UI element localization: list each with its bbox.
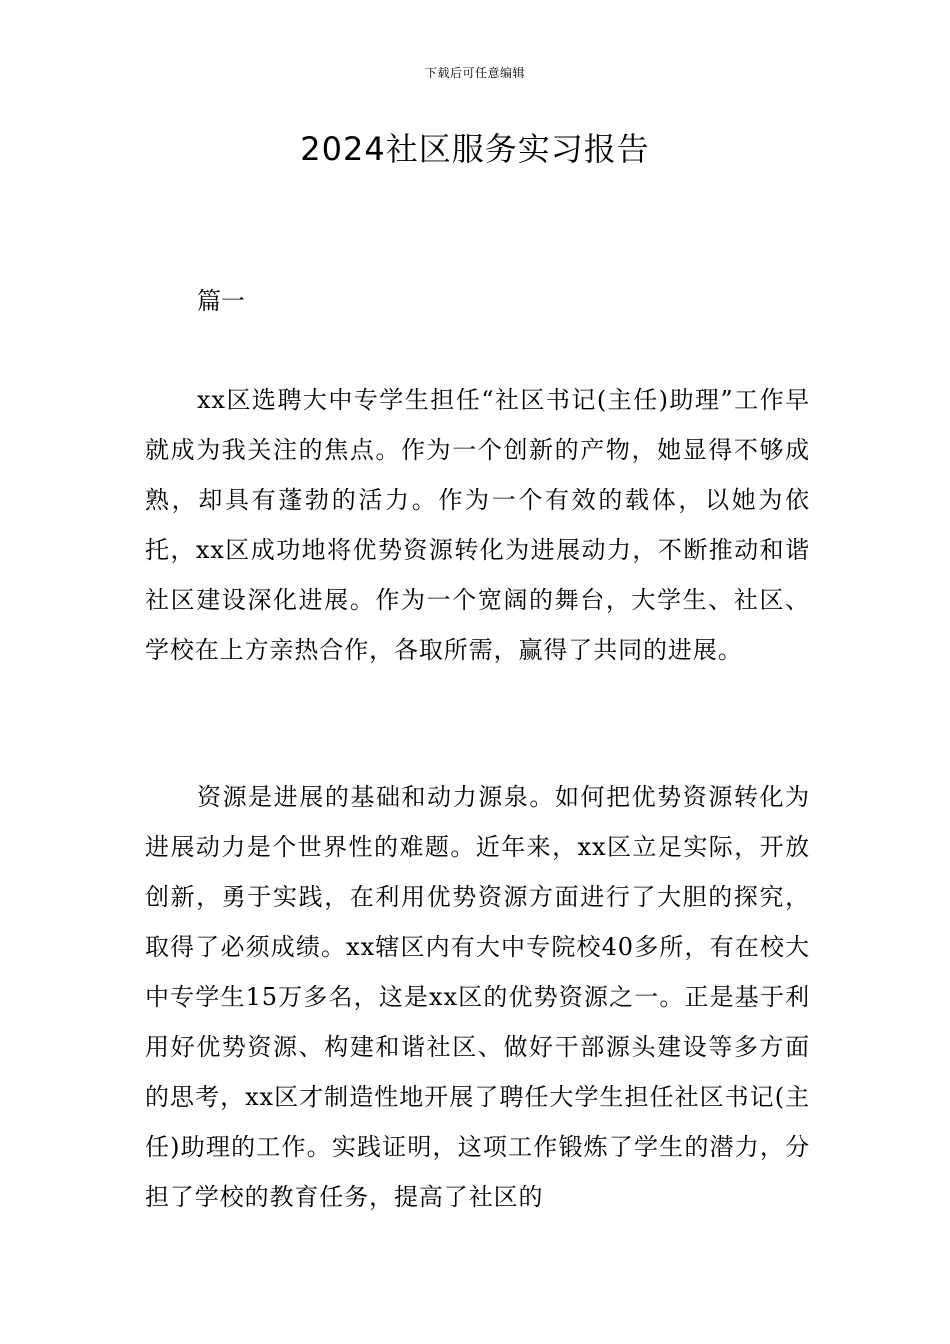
document-title: 2024社区服务实习报告: [300, 130, 650, 168]
paragraph-1: xx区选聘大中专学生担任“社区书记(主任)助理”工作早就成为我关注的焦点。作为一个创新的产物，她显得不够成熟，却具有蓬勃的活力。作为一个有效的载体，以她为依托，xx区成功地将优势资源转化为进展动力，不断推动和谐社区建设深化进展。作为一个宽阔的舞台，大学生、社区、学校在上方亲热合作，各取所需，赢得了共同的进展。: [145, 386, 810, 664]
paragraph-2: 资源是进展的基础和动力源泉。如何把优势资源转化为进展动力是个世界性的难题。近年来，xx区立足实际，开放创新，勇于实践，在利用优势资源方面进行了大胆的探究，取得了必须成绩。xx辖区内有大中专院校40多所，有在校大中专学生15万多名，这是xx区的优势资源之一。正是基于利用好优势资源、构建和谐社区、做好干部源头建设等多方面的思考，xx区才制造性地开展了聘任大学生担任社区书记(主任)助理的工作。实践证明，这项工作锻炼了学生的潜力，分担了学校的教育任务，提高了社区的: [145, 783, 810, 1211]
header-note: 下载后可任意编辑: [424, 66, 525, 80]
section-label: 篇一: [197, 287, 245, 315]
